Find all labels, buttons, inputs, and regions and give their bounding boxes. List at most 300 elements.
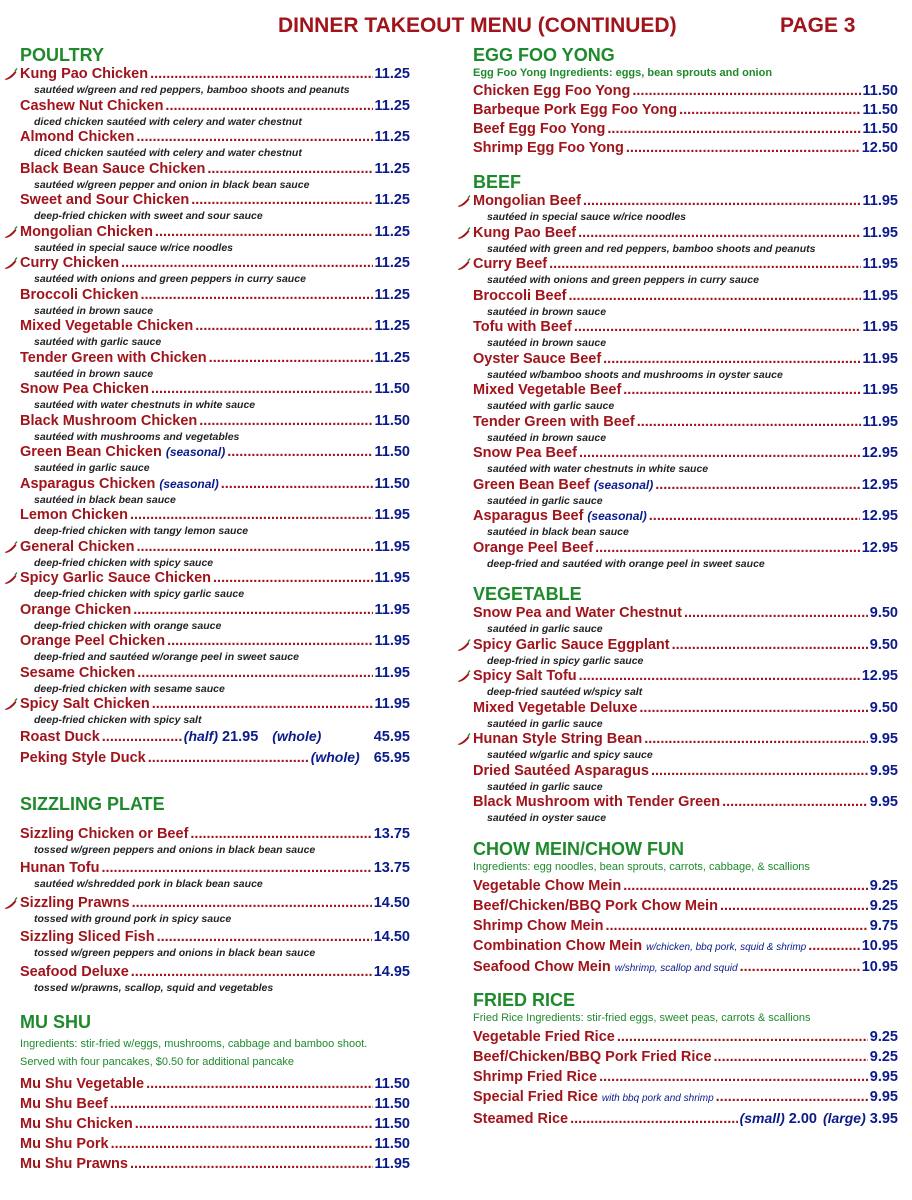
item-price: 11.95 [374,1156,410,1172]
item-description: sautéed in garlic sauce [487,780,603,793]
menu-item-beef-chicken-bbq-pork-chow-mein [473,898,898,915]
leader-dots [165,98,372,115]
item-price: 11.95 [374,696,410,712]
item-price: 11.95 [374,633,410,649]
menu-item-peking-duck [20,749,410,767]
item-name: Mu Shu Beef [20,1096,108,1112]
item-price: 12.95 [861,539,898,556]
menu-item-snow-pea-and-water-chestnut [473,605,898,637]
item-price: 11.95 [374,601,410,618]
item-price: 14.95 [373,963,410,980]
item-name: Sweet and Sour Chicken [20,192,190,208]
small-price: 2.00 [788,1110,817,1127]
leader-dots [623,878,868,895]
item-price: 11.50 [862,121,898,137]
half-price: 21.95 [222,728,259,745]
item-price: 9.95 [869,794,898,810]
item-description: deep-fried chicken with tangy lemon sauce [34,525,249,537]
menu-item-mu-shu-vegetable [20,1076,410,1093]
item-price: 12.95 [861,668,898,684]
leader-dots [570,1111,738,1128]
item-description: sautéed with onions and green peppers in curry sauce [34,273,306,285]
leader-dots [209,350,373,367]
item-name: Mixed Vegetable Chicken [20,318,194,334]
item-price: 10.95 [861,937,898,954]
menu-item-curry-chicken [20,255,410,287]
item-price: 11.25 [374,192,410,208]
menu-item-kung-pao-chicken [20,66,410,98]
menu-item-hunan-style-string-bean [473,731,898,763]
item-name: Mu Shu Chicken [20,1116,133,1132]
item-note: w/shrimp, scallop and squid [614,962,738,974]
menu-item-broccoli-chicken [20,287,410,319]
menu-item-seafood-chow-mein [473,959,898,977]
leader-dots [722,794,868,811]
menu-item-roast-duck [20,728,410,746]
item-description: sautéed in black bean sauce [487,526,629,538]
item-list [473,605,898,826]
menu-item-general-chicken [20,539,410,571]
menu-item-black-mushroom-chicken [20,413,410,445]
page-number: PAGE 3 [780,14,856,37]
item-description: sautéed w/bamboo shoots and mushrooms in oyster sauce [487,368,783,381]
chili-pepper-icon [457,194,471,208]
item-price: 11.25 [374,129,410,145]
leader-dots [102,729,182,746]
item-description: diced chicken sautéed with celery and water chestnut [34,115,302,128]
leader-dots [131,964,372,981]
leader-dots [651,763,868,780]
leader-dots [151,381,373,398]
item-description: deep-fried chicken with orange sauce [34,619,222,632]
leader-dots [155,224,373,241]
item-name: Snow Pea Chicken [20,381,149,397]
leader-dots [672,637,868,654]
item-name: Kung Pao Chicken [20,66,149,82]
item-description: sautéed in brown sauce [487,431,607,444]
item-price: 13.75 [373,825,410,842]
item-name: Vegetable Fried Rice [473,1028,615,1045]
menu-item-asparagus-beef [473,508,898,540]
item-name: Spicy Garlic Sauce Eggplant [473,636,670,653]
leader-dots [716,1089,868,1106]
menu-item-mu-shu-chicken [20,1116,410,1133]
item-price: 12.95 [861,476,898,493]
item-price: 11.95 [374,664,410,681]
item-name: Spicy Garlic Sauce Chicken [20,570,212,586]
menu-item-mongolian-beef [473,193,898,225]
item-price: 10.95 [861,958,898,975]
item-name: Sizzling Chicken or Beef [20,825,189,842]
item-name: Seafood Chow Mein [473,958,611,975]
leader-dots [148,750,309,767]
item-description: sautéed with mushrooms and vegetables [34,430,240,443]
item-description: tossed w/prawns, scallop, squid and vegetables [34,981,274,994]
leader-dots [740,959,860,976]
item-price: 9.95 [869,731,898,747]
item-description: diced chicken sautéed with celery and water chestnut [34,147,302,159]
item-price: 11.95 [862,256,898,272]
item-name: Mixed Vegetable Deluxe [473,699,638,716]
item-name: Peking Style Duck [20,749,146,766]
leader-dots [644,731,868,748]
item-price: 11.25 [374,255,410,271]
item-price: 11.50 [862,83,898,99]
leader-dots [578,225,860,242]
item-name: Black Mushroom Chicken [20,412,198,429]
item-price: 9.95 [869,1068,898,1085]
menu-item-sesame-chicken [20,665,410,697]
item-name: Tender Green with Beef [473,413,635,430]
section-note: Fried Rice Ingredients: stir-fried eggs, sweet peas, carrots & scallions [473,1011,811,1024]
section-title: MU SHU [20,1012,91,1032]
leader-dots [130,1156,373,1173]
item-price: 9.25 [869,1028,898,1045]
large-label: (large) [822,1109,866,1126]
item-price: 11.25 [374,66,410,82]
item-name: Dried Sautéed Asparagus [473,762,649,779]
menu-item-cashew-nut-chicken [20,98,410,130]
item-name: Mongolian Chicken [20,223,153,240]
leader-dots [110,1096,373,1113]
menu-item-combination-chow-mein [473,938,898,956]
item-price: 11.95 [862,382,898,398]
item-price: 11.95 [374,507,410,523]
chili-pepper-icon [457,226,471,240]
item-name: Seafood Deluxe [20,963,129,980]
item-description: sautéed in special sauce w/rice noodles [34,241,233,254]
menu-item-green-bean-beef [473,477,898,509]
leader-dots [568,288,860,305]
item-name: General Chicken [20,538,135,555]
section-title: SIZZLING PLATE [20,793,165,814]
leader-dots [140,287,372,304]
menu-item-seafood-deluxe [20,964,410,996]
leader-dots [133,602,372,619]
leader-dots [135,1116,373,1133]
item-description: sautéed in brown sauce [34,304,154,317]
leader-dots [679,102,860,119]
section-note: Egg Foo Yong Ingredients: eggs, bean sprouts and onion [473,67,773,79]
leader-dots [101,860,371,877]
menu-item-curry-beef [473,256,898,288]
item-description: sautéed in brown sauce [487,305,607,318]
item-price: 11.95 [862,413,898,430]
menu-item-mixed-vegetable-deluxe [473,700,898,732]
leader-dots [607,121,860,138]
menu-item-orange-peel-beef [473,540,898,572]
chili-pepper-icon [4,571,18,585]
section-note: Ingredients: egg noodles, bean sprouts, carrots, cabbage, & scallions [473,860,810,873]
item-description: deep-fried chicken with sesame sauce [34,682,225,695]
item-description: sautéed in brown sauce [487,337,607,349]
chili-pepper-icon [457,257,471,271]
menu-item-shrimp-fried-rice [473,1069,898,1086]
item-name: Beef/Chicken/BBQ Pork Fried Rice [473,1048,712,1065]
leader-dots [199,413,372,430]
item-name: Broccoli Beef [473,287,567,304]
item-description: sautéed with garlic sauce [487,400,615,412]
menu-item-sizzling-sliced-fish [20,929,410,961]
item-note: w/chicken, bbq pork, squid & shrimp [646,941,807,953]
menu-item-beef-chicken-bbq-pork-fried-rice [473,1049,898,1066]
item-description: sautéed in garlic sauce [34,462,150,474]
leader-dots [583,193,861,210]
item-price: 11.50 [374,1136,410,1152]
menu-item-black-bean-sauce-chicken [20,161,410,193]
section-title: CHOW MEIN/CHOW FUN [473,838,684,859]
menu-item-broccoli-beef [473,288,898,320]
item-description: sautéed w/green pepper and onion in black bean sauce [34,178,310,191]
right-column [473,44,898,1128]
leader-dots [649,508,860,525]
menu-item-green-bean-chicken [20,444,410,476]
item-price: 9.95 [869,762,898,779]
item-description: sautéed w/garlic and spicy sauce [487,749,653,761]
leader-dots [221,476,373,493]
item-description: tossed w/green peppers and onions in black bean sauce [34,947,316,959]
item-name: Orange Peel Beef [473,539,594,556]
menu-item-shrimp-egg-foo-yong [473,140,898,157]
item-name: Black Mushroom with Tender Green [473,794,721,810]
item-description: sautéed in special sauce w/rice noodles [487,211,686,223]
chili-pepper-icon [457,669,471,683]
menu-item-tender-green-with-chicken [20,350,410,382]
section-chow-mein [473,838,898,977]
item-name: Special Fried Rice [473,1088,598,1105]
item-price: 12.50 [861,140,898,156]
menu-item-mongolian-chicken [20,224,410,256]
section-title: FRIED RICE [473,989,576,1010]
item-name: Shrimp Chow Mein [473,917,604,934]
item-name: Broccoli Chicken [20,286,139,303]
item-name: Black Bean Sauce Chicken [20,160,206,177]
item-name: Combination Chow Mein [473,937,643,954]
item-price: 11.95 [862,350,898,367]
item-price: 14.50 [373,894,410,911]
item-price: 11.95 [374,538,410,555]
whole-label: (whole) [272,727,322,744]
leader-dots [213,570,372,587]
menu-item-spicy-garlic-sauce-chicken [20,570,410,602]
menu-item-kung-pao-beef [473,225,898,257]
item-description: sautéed in garlic sauce [487,494,603,507]
item-note: with bbq pork and shrimp [601,1092,714,1104]
item-name: Curry Chicken [20,255,120,271]
menu-item-snow-pea-chicken [20,381,410,413]
item-description: deep-fried and sautéed with orange peel in sweet sauce [487,557,765,570]
leader-dots [623,382,860,399]
item-description: deep-fried chicken with spicy garlic sauce [34,588,245,600]
leader-dots [132,895,372,912]
menu-item-vegetable-fried-rice [473,1029,898,1046]
leader-dots [167,633,372,650]
chili-pepper-icon [4,225,18,239]
leader-dots [195,318,372,335]
item-description: sautéed with green and red peppers, bamboo shoots and peanuts [487,242,816,255]
item-name: Tofu with Beef [473,319,572,335]
item-price: 14.50 [373,929,410,945]
leader-dots [152,696,373,713]
item-description: deep-fried sautéed w/spicy salt [487,686,643,698]
leader-dots [808,938,859,955]
menu-item-mixed-vegetable-beef [473,382,898,414]
menu-item-sizzling-chicken-or-beef [20,826,410,858]
menu-item-chicken-egg-foo-yong [473,83,898,100]
item-price: 11.50 [374,1116,410,1132]
section-title: POULTRY [20,45,104,65]
item-name: Shrimp Fried Rice [473,1068,598,1085]
item-price: 11.25 [374,349,410,366]
item-name: Cashew Nut Chicken [20,97,164,114]
leader-dots [655,477,859,494]
item-price: 11.95 [862,319,898,335]
item-name: Hunan Tofu [20,860,100,876]
item-price: 12.95 [861,445,898,461]
leader-dots [632,83,860,100]
leader-dots [227,444,372,461]
leader-dots [549,256,860,273]
left-column [20,44,410,1173]
item-name: Orange Chicken [20,601,132,618]
item-name: Mu Shu Pork [20,1136,109,1152]
menu-item-spicy-salt-chicken [20,696,410,728]
leader-dots [599,1069,868,1086]
chili-pepper-icon [4,540,18,554]
whole-label: (whole) [310,748,360,765]
item-price: 11.95 [862,287,898,304]
menu-item-mixed-vegetable-chicken [20,318,410,350]
item-name: Sesame Chicken [20,664,136,681]
item-name: Green Bean Beef [473,476,590,493]
leader-dots [720,898,868,915]
menu-item-black-mushroom-with-tender-green [473,794,898,826]
item-description: sautéed with water chestnuts in white sauce [487,463,709,475]
item-name: Hunan Style String Bean [473,731,643,747]
item-description: deep-fried in spicy garlic sauce [487,654,644,667]
item-name: Oyster Sauce Beef [473,350,602,367]
item-list [473,83,898,157]
item-description: sautéed w/shredded pork in black bean sauce [34,878,263,890]
item-name: Barbeque Pork Egg Foo Yong [473,102,678,118]
item-description: deep-fried chicken with spicy sauce [34,556,214,569]
item-price: 65.95 [373,749,410,766]
menu-item-snow-pea-beef [473,445,898,477]
item-price: 11.50 [374,381,410,397]
item-description: deep-fried chicken with spicy salt [34,714,202,726]
item-description: sautéed with garlic sauce [34,336,162,348]
item-description: sautéed in black bean sauce [34,493,176,506]
menu-item-lemon-chicken [20,507,410,539]
menu-item-beef-egg-foo-yong [473,121,898,138]
item-price: 11.95 [374,570,410,586]
item-price: 9.50 [869,636,898,653]
item-name: Mongolian Beef [473,193,581,209]
leader-dots [574,319,861,336]
item-price: 9.25 [869,877,898,894]
item-price: 11.50 [862,102,898,118]
leader-dots [130,507,373,524]
item-list [20,826,410,996]
item-price: 12.95 [861,508,898,524]
item-name: Mu Shu Prawns [20,1156,128,1172]
menu-item-hunan-tofu [20,860,410,892]
item-price: 9.25 [869,897,898,914]
section-poultry [20,44,410,767]
leader-dots [606,918,868,935]
item-list [473,878,898,977]
small-label: (small) [739,1109,785,1126]
large-price: 3.95 [869,1110,898,1127]
menu-item-barbeque-pork-egg-foo-yong [473,102,898,119]
item-price: 9.50 [869,699,898,716]
leader-dots [146,1076,372,1093]
item-note: (seasonal) [159,476,219,491]
item-price: 11.50 [374,412,410,429]
item-name: Steamed Rice [473,1110,569,1127]
item-name: Green Bean Chicken [20,444,162,460]
item-name: Sizzling Prawns [20,894,130,911]
menu-item-almond-chicken [20,129,410,161]
leader-dots [111,1136,373,1153]
leader-dots [121,255,372,272]
item-name: Orange Peel Chicken [20,633,166,649]
section-note: Ingredients: stir-fried w/eggs, mushrooms, cabbage and bamboo shoot. [20,1038,368,1050]
item-list [20,66,410,728]
menu-item-tender-green-with-beef [473,414,898,446]
leader-dots [603,351,860,368]
leader-dots [617,1029,868,1046]
leader-dots [150,66,372,83]
leader-dots [136,129,372,146]
item-description: tossed with ground pork in spicy sauce [34,912,232,925]
item-name: Tender Green with Chicken [20,349,207,366]
leader-dots [207,161,372,178]
menu-item-mu-shu-beef [20,1096,410,1113]
item-price: 11.25 [374,160,410,177]
section-fried-rice [473,989,898,1128]
section-mushu [20,1011,410,1173]
item-description: sautéed in garlic sauce [487,623,603,635]
page-header [0,14,912,42]
item-list [473,1029,898,1107]
item-name: Snow Pea and Water Chestnut [473,605,682,621]
item-note: (seasonal) [593,477,654,492]
item-price: 11.50 [374,475,410,492]
chili-pepper-icon [457,638,471,652]
menu-item-orange-peel-chicken [20,633,410,665]
item-price: 11.50 [374,1096,410,1112]
menu-item-mu-shu-pork [20,1136,410,1153]
item-description: sautéed in garlic sauce [487,717,603,730]
chili-pepper-icon [4,256,18,270]
leader-dots [136,539,372,556]
menu-item-mu-shu-prawns [20,1156,410,1173]
menu-item-special-fried-rice [473,1089,898,1107]
section-vegetable [473,583,898,826]
leader-dots [579,668,860,685]
item-list [473,193,898,571]
chili-pepper-icon [4,67,18,81]
item-price: 11.25 [374,97,410,114]
item-name: Almond Chicken [20,129,135,145]
item-description: sautéed with water chestnuts in white sauce [34,399,256,411]
item-price: 9.50 [869,605,898,621]
half-label: (half) [183,727,218,744]
menu-title: DINNER TAKEOUT MENU (CONTINUED) [278,14,677,37]
item-price: 11.95 [862,224,898,241]
leader-dots [579,445,860,462]
